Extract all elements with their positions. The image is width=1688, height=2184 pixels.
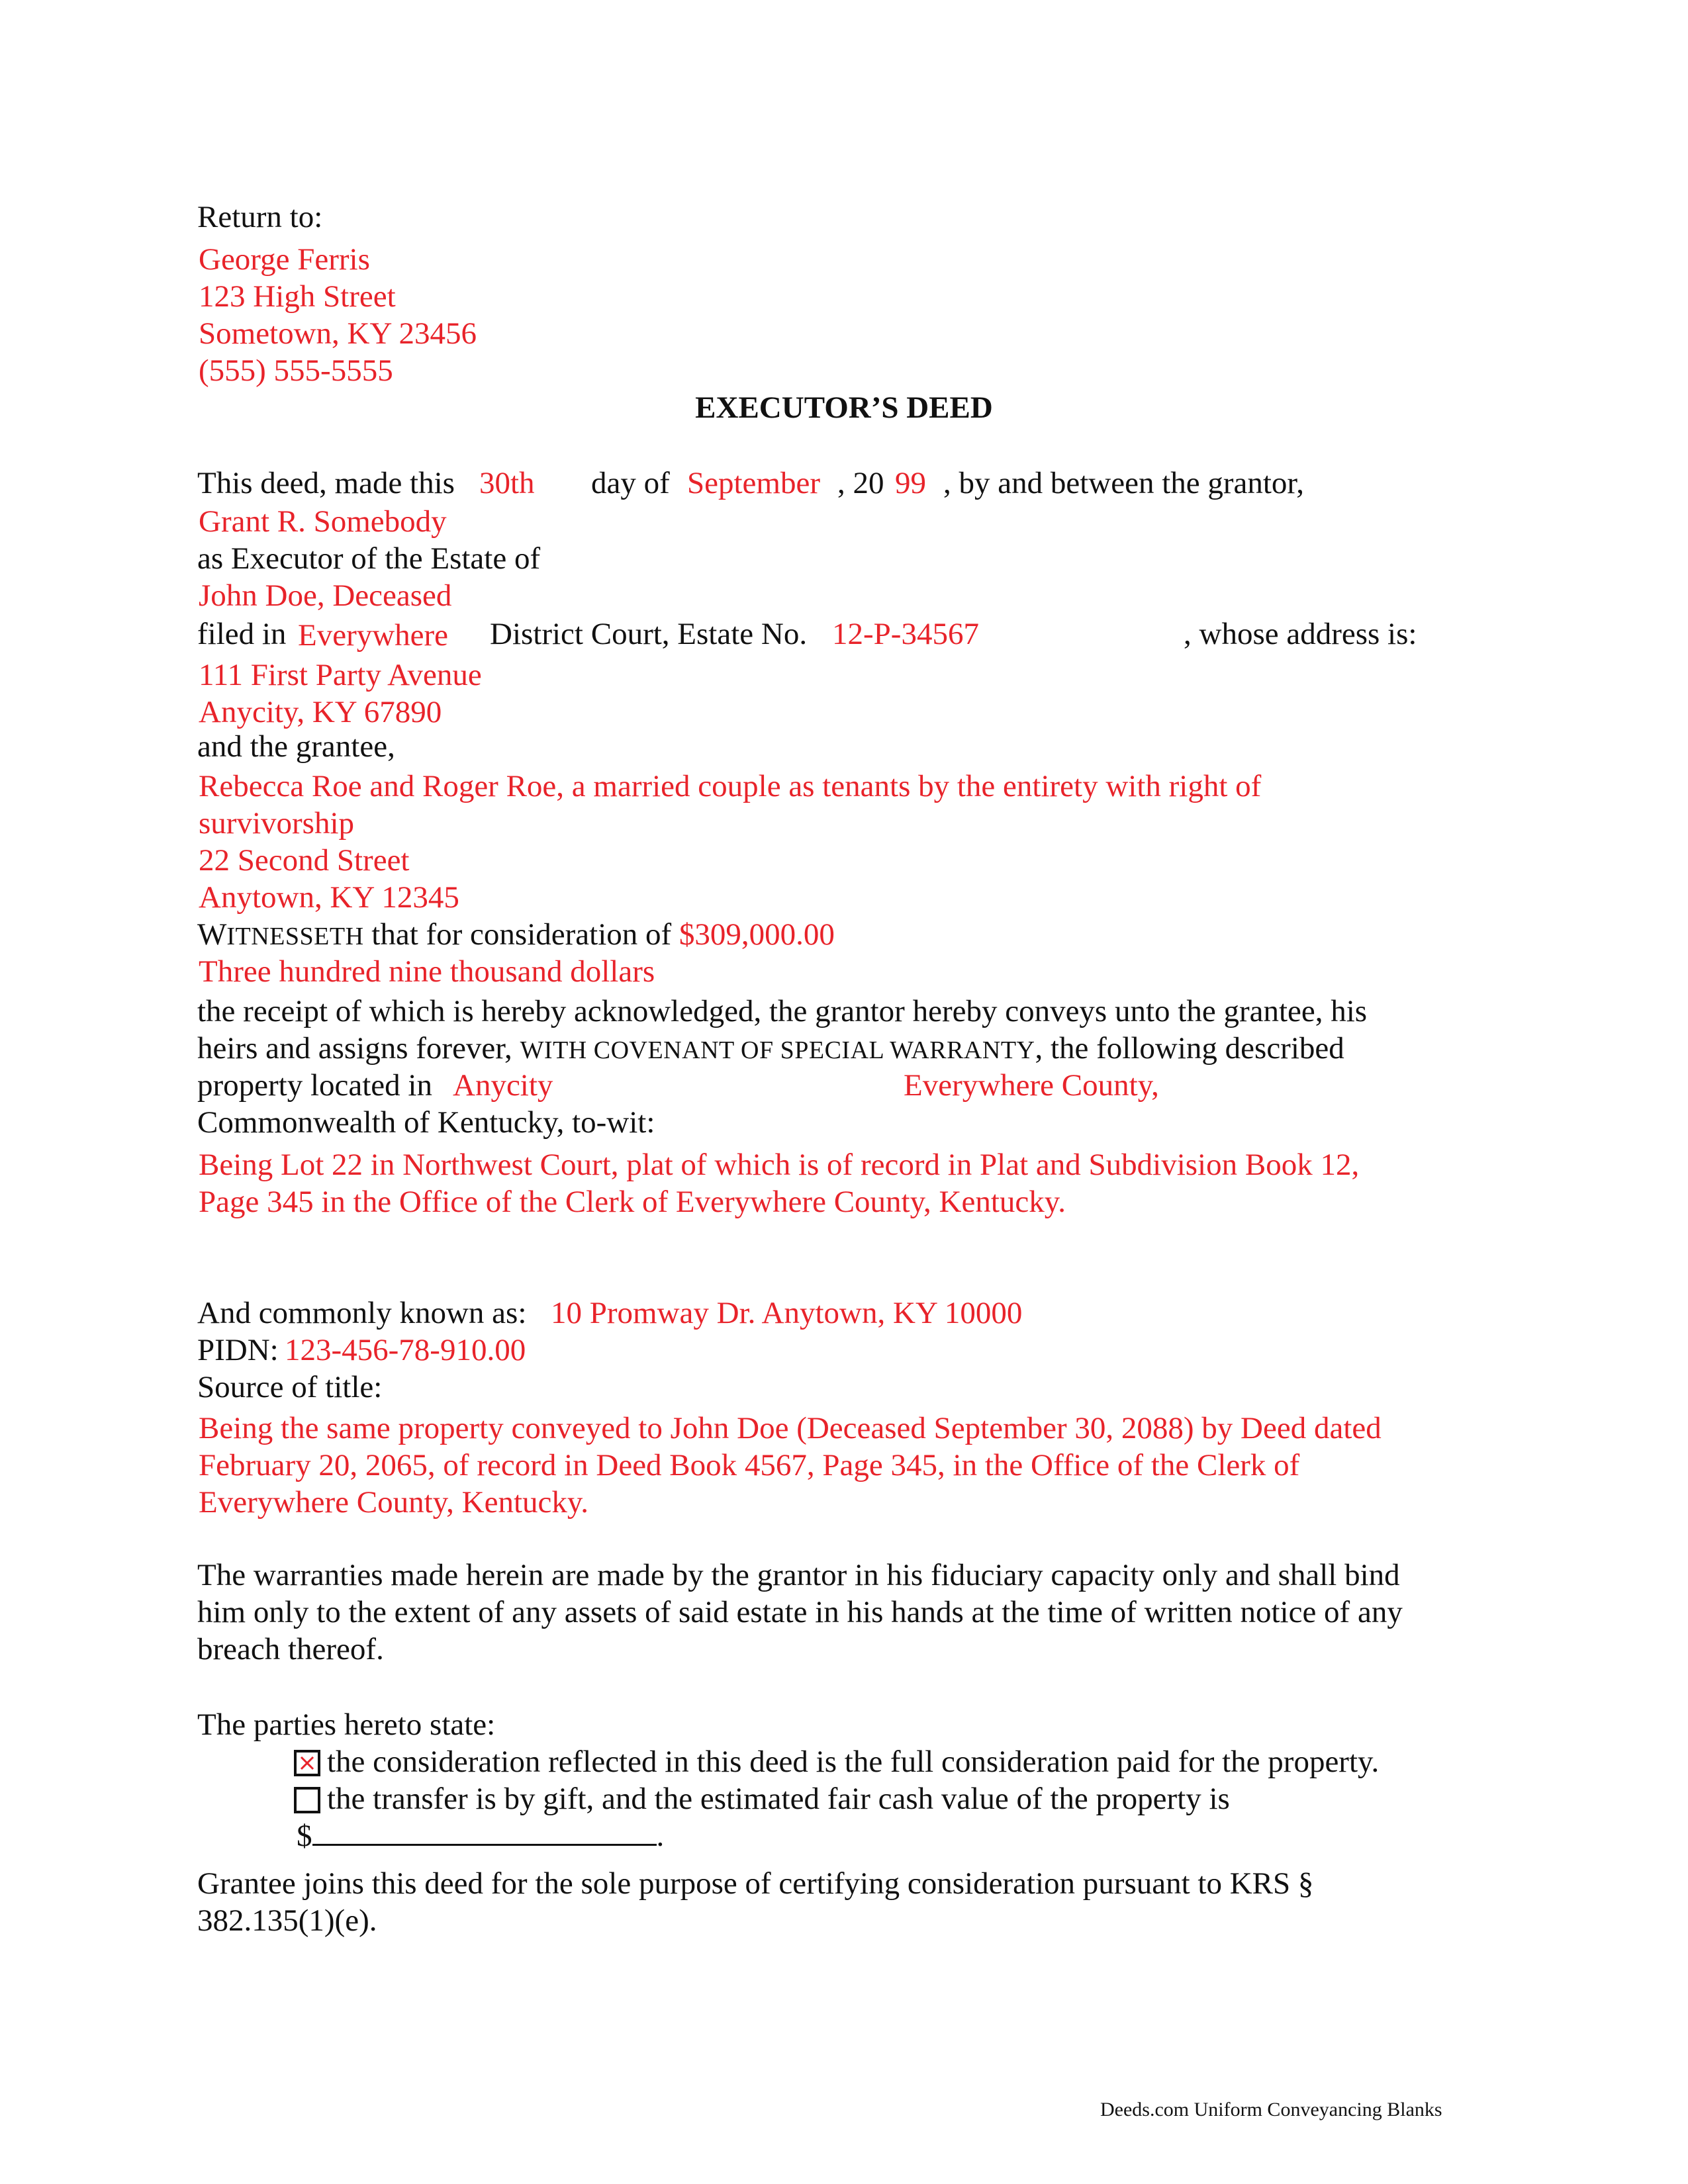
source-of-title-label: Source of title:: [197, 1370, 383, 1404]
district-court-label: District Court, Estate No.: [490, 617, 808, 651]
conveyance-line2: heirs and assigns forever, WITH COVENANT OF SPECIAL WARRANTY, the following described: [197, 1031, 1344, 1066]
deed-year: 99: [895, 466, 926, 500]
fair-value-blank[interactable]: [312, 1817, 657, 1846]
legal-description-line1: Being Lot 22 in Northwest Court, plat of which is of record in Plat and Subdivision Book 12,: [199, 1148, 1360, 1182]
intro-year-prefix: , 20: [837, 466, 884, 500]
gift-transfer-option: the transfer is by gift, and the estimated fair cash value of the property is: [327, 1782, 1230, 1816]
grantee-names-line2: survivorship: [199, 806, 354, 841]
grantee-names-line1: Rebecca Roe and Roger Roe, a married couple as tenants by the entirety with right of: [199, 769, 1262, 803]
parties-label: The parties hereto state:: [197, 1707, 496, 1742]
consideration-amount: $309,000.00: [679, 917, 835, 952]
grantor-address-line1: 111 First Party Avenue: [199, 658, 482, 692]
footer-text: Deeds.com Uniform Conveyancing Blanks: [1100, 2099, 1442, 2120]
conveyance-line4: Commonwealth of Kentucky, to-wit:: [197, 1105, 655, 1140]
witnesseth-line: WITNESSETH that for consideration of $309,000.00: [197, 917, 835, 952]
grantee-label: and the grantee,: [197, 729, 395, 764]
estate-number: 12-P-34567: [832, 617, 979, 651]
return-to-city: Sometown, KY 23456: [199, 316, 477, 351]
grantor-role: as Executor of the Estate of: [197, 541, 541, 576]
deed-title: EXECUTOR’S DEED: [695, 390, 993, 425]
return-to-label: Return to:: [197, 200, 323, 234]
property-address: 10 Promway Dr. Anytown, KY 10000: [551, 1296, 1023, 1330]
warranty-line3: breach thereof.: [197, 1632, 384, 1666]
property-county: Everywhere County,: [904, 1068, 1159, 1103]
consideration-words: Three hundred nine thousand dollars: [199, 954, 655, 989]
grantee-joins-line1: Grantee joins this deed for the sole purpose of certifying consideration pursuant to KRS §: [197, 1866, 1314, 1901]
full-consideration-option: the consideration reflected in this deed is the full consideration paid for the property.: [327, 1745, 1380, 1779]
return-to-street: 123 High Street: [199, 279, 396, 314]
grantor-name: Grant R. Somebody: [199, 504, 447, 539]
estate-name: John Doe, Deceased: [199, 578, 452, 613]
filed-in-label: filed in: [197, 617, 287, 651]
pidn-label: PIDN:: [197, 1333, 279, 1367]
warranty-line1: The warranties made herein are made by the grantor in his fiduciary capacity only and shall bind: [197, 1558, 1400, 1592]
full-consideration-checkbox[interactable]: [294, 1750, 320, 1776]
grantor-address-line2: Anycity, KY 67890: [199, 695, 442, 729]
deed-month: September: [687, 466, 820, 500]
return-to-name: George Ferris: [199, 242, 370, 277]
property-city: Anycity: [453, 1068, 553, 1103]
property-located-label: property located in: [197, 1068, 432, 1103]
grantee-address-line1: 22 Second Street: [199, 843, 410, 878]
whose-address-label: , whose address is:: [1184, 617, 1417, 651]
fair-value-line: $ .: [297, 1819, 665, 1853]
pidn-value: 123-456-78-910.00: [285, 1333, 526, 1367]
known-as-label: And commonly known as:: [197, 1296, 527, 1330]
deed-day: 30th: [479, 466, 535, 500]
grantee-address-line2: Anytown, KY 12345: [199, 880, 459, 915]
intro-prefix: This deed, made this: [197, 466, 455, 500]
legal-description-line2: Page 345 in the Office of the Clerk of Everywhere County, Kentucky.: [199, 1185, 1066, 1219]
check-x-icon: [299, 1755, 315, 1771]
return-to-phone: (555) 555-5555: [199, 353, 393, 388]
warranty-line2: him only to the extent of any assets of said estate in his hands at the time of written notice of any: [197, 1595, 1403, 1629]
conveyance-line1: the receipt of which is hereby acknowledged, the grantor hereby conveys unto the grantee, his: [197, 994, 1368, 1028]
court-location: Everywhere: [298, 618, 449, 653]
intro-between: , by and between the grantor,: [943, 466, 1304, 500]
intro-day-of: day of: [591, 466, 670, 500]
source-of-title-line1: Being the same property conveyed to John Doe (Deceased September 30, 2088) by Deed dated: [199, 1411, 1382, 1445]
grantee-joins-line2: 382.135(1)(e).: [197, 1903, 377, 1938]
gift-transfer-checkbox[interactable]: [294, 1787, 320, 1813]
source-of-title-line3: Everywhere County, Kentucky.: [199, 1485, 589, 1520]
source-of-title-line2: February 20, 2065, of record in Deed Book 4567, Page 345, in the Office of the Clerk of: [199, 1448, 1300, 1482]
